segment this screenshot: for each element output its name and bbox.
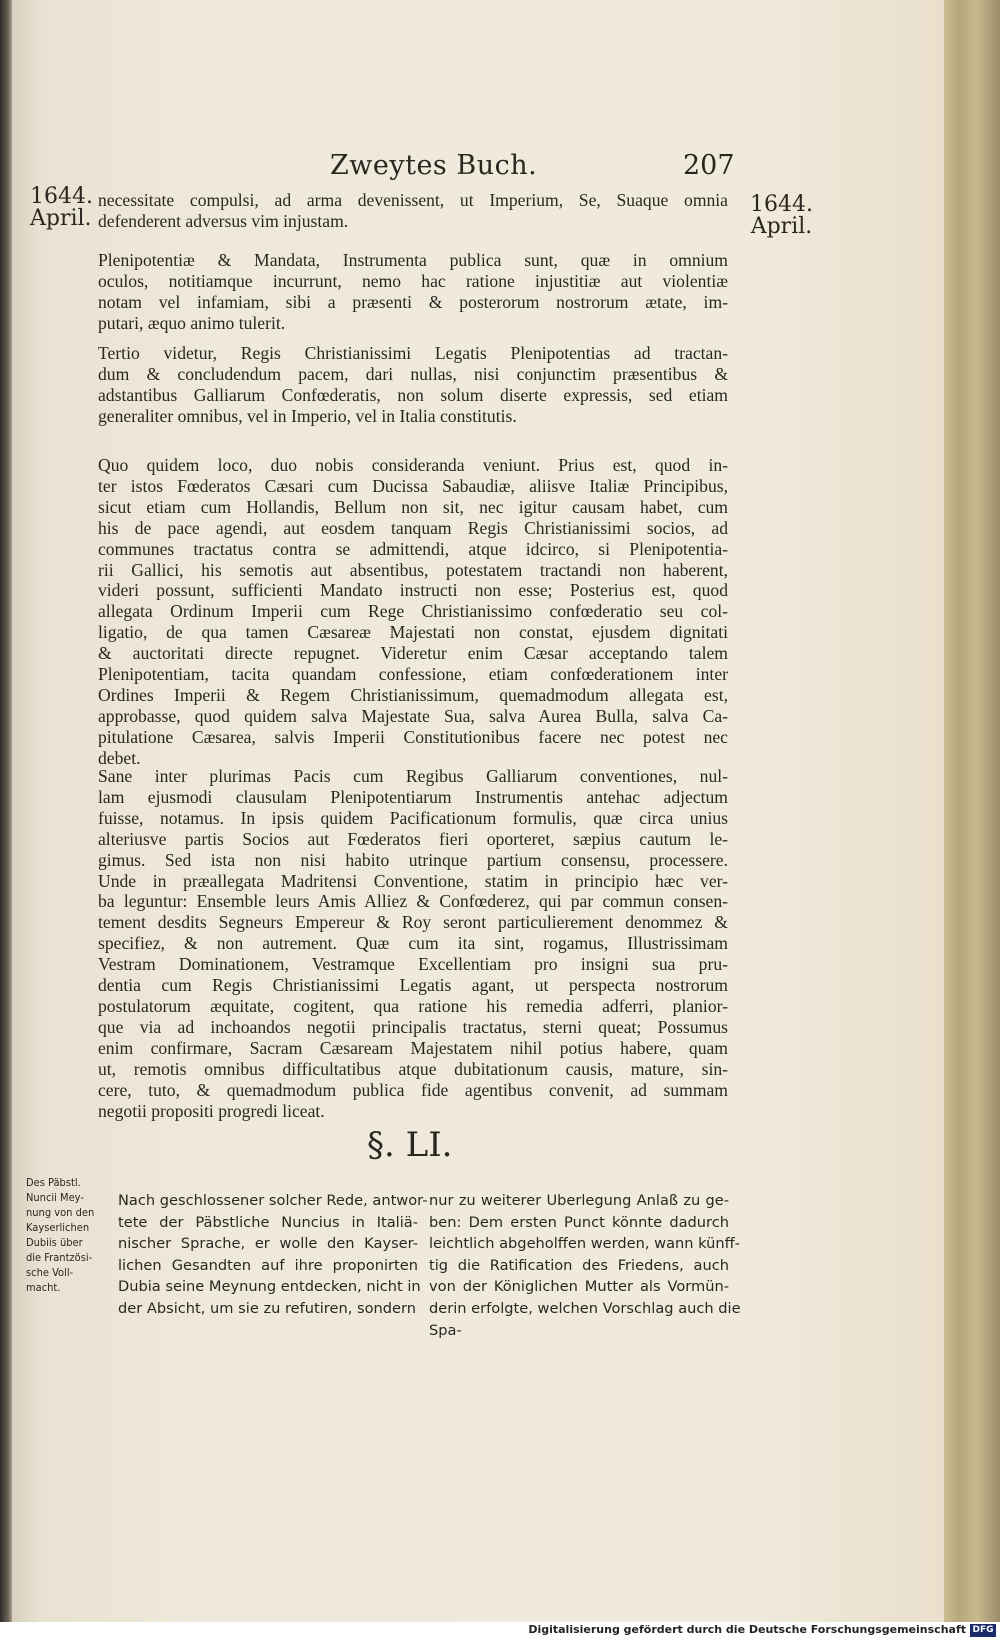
text-line: generaliter omnibus, vel in Imperio, vel in Italia constitutis. — [98, 405, 517, 426]
text-line: ter istos Fœderatos Cæsari cum Ducissa Sabaudiæ, aliisve Italiæ Principibus, — [98, 475, 728, 496]
footer-credit: Digitalisierung gefördert durch die Deutsche Forschungsgemeinschaft — [528, 1623, 966, 1636]
text-line: Dubia seine Meynung entdecken, nicht in — [118, 1278, 421, 1296]
digitization-footer — [0, 1622, 1000, 1640]
text-line: sche Voll- — [26, 1266, 74, 1279]
text-line: ben: Dem ersten Punct könnte dadurch — [429, 1213, 729, 1231]
left-margin-year: 1644. — [30, 184, 93, 209]
right-margin-year: 1644. — [750, 192, 813, 217]
text-line: derin erfolgte, welchen Vorschlag auch die — [429, 1299, 741, 1317]
text-line: ba leguntur: Ensemble leurs Amis Alliez & Confœderez, qui par commun consen- — [98, 891, 728, 912]
text-line: dum & concludendum pacem, dari nullas, nisi conjunctim præsentibus & — [98, 363, 728, 384]
text-line: specifiez, & non autrement. Quæ cum ita sint, rogamus, Illustrissimam — [98, 933, 728, 954]
marginal-note — [26, 1175, 106, 1295]
text-line: pitulatione Cæsarea, salvis Imperii Constitutionibus facere nec potest nec — [98, 726, 728, 747]
text-line: videri possunt, sufficienti Mandato instructi non esse; Posterius est, quod — [98, 580, 728, 601]
text-line: Kayserlichen — [26, 1221, 90, 1234]
text-line: gimus. Sed ista non nisi habito utrinque partium consensu, processere. — [98, 849, 728, 870]
text-line: communes tractatus contra se admittendi, atque idcirco, si Plenipotentia- — [98, 538, 728, 559]
page-number: 207 — [683, 150, 735, 181]
text-line: putari, æquo animo tulerit. — [98, 312, 286, 333]
text-line: allegata Ordinum Imperii cum Rege Christianissimo confœderatio seu col- — [98, 601, 728, 622]
text-line: ut, remotis omnibus difficultatibus atque dubitationum causis, mature, sin- — [98, 1058, 728, 1079]
text-line: tete der Päbstliche Nuncius in Italiä- — [118, 1213, 418, 1231]
text-line: der Absicht, um sie zu refutiren, sondern — [118, 1299, 417, 1317]
text-line: Unde in præallegata Madritensi Conventione, statim in principio hæc ver- — [98, 870, 728, 891]
text-line: nung von den — [26, 1206, 95, 1219]
text-line: Spa- — [429, 1321, 462, 1339]
text-line: cere, tuto, & quemadmodum publica fide agentibus convenit, ad summam — [98, 1079, 728, 1100]
text-line: fuisse, notamus. In ipsis quidem Pacificationum formulis, quæ circa unius — [98, 807, 728, 828]
paragraph-quo-quidem — [98, 455, 728, 769]
text-line: die Frantzösi- — [26, 1251, 93, 1264]
right-margin-date — [750, 194, 813, 238]
left-margin-date — [30, 186, 93, 230]
text-line: ligatio, de qua tamen Cæsareæ Majestati non constat, ejusdem dignitati — [98, 622, 728, 643]
paragraph-sane-inter — [98, 766, 728, 1121]
text-line: Vestram Dominationem, Vestramque Excellentiam pro insigni sua pru- — [98, 954, 728, 975]
text-line: nischer Sprache, er wolle den Kayser- — [118, 1235, 418, 1253]
text-line: Nuncii Mey- — [26, 1191, 84, 1204]
running-head-title: Zweytes Buch. — [330, 150, 538, 181]
text-line: Plenipotentiæ & Mandata, Instrumenta publica sunt, quæ in omnium — [98, 250, 728, 270]
text-line: von der Königlichen Mutter als Vormün- — [429, 1278, 729, 1296]
left-margin-month: April. — [30, 206, 92, 231]
right-margin-month: April. — [750, 214, 813, 239]
text-line: oculos, notitiamque incurrunt, nemo hac ratione injustitiæ aut violentiæ — [98, 270, 728, 291]
text-line: sicut etiam cum Hollandis, Bellum non sit, nec igitur causam habet, cum — [98, 496, 728, 517]
text-line: Des Päbstl. — [26, 1176, 81, 1189]
text-line: Tertio videtur, Regis Christianissimi Legatis Plenipotentias ad tractan- — [98, 343, 728, 363]
paragraph-plenipotentiae — [98, 250, 728, 334]
paragraph-tertio — [98, 343, 728, 427]
text-line: defenderent adversus vim injustam. — [98, 210, 349, 231]
text-line: leichtlich abgeholffen werden, wann künff- — [429, 1235, 740, 1253]
text-line: his de pace agendi, aut eosdem tanquam Regis Christianissimi socios, ad — [98, 517, 728, 538]
german-column-left — [118, 1190, 428, 1320]
text-line: tement desdits Segneurs Empereur & Roy seront particulierement denommez & — [98, 912, 728, 933]
text-line: Nach geschlossener solcher Rede, antwor- — [118, 1192, 428, 1209]
german-column-right — [429, 1190, 741, 1341]
text-line: Quo quidem loco, duo nobis consideranda veniunt. Prius est, quod in- — [98, 455, 728, 475]
dfg-logo: DFG — [970, 1624, 996, 1637]
text-line: que via ad inchoandos negotii principalis tractatus, sterni queat; Possumus — [98, 1016, 728, 1037]
text-line: & auctoritati directe repugnet. Videretur enim Cæsar acceptando talem — [98, 643, 728, 664]
text-line: rii Gallici, his semotis aut absentibus, potestatem tractandi non haberent, — [98, 559, 728, 580]
text-line: tig die Ratification des Friedens, auch — [429, 1256, 729, 1274]
text-line: nur zu weiterer Uberlegung Anlaß zu ge- — [429, 1192, 729, 1209]
text-line: debet. — [98, 747, 141, 768]
text-line: lam ejusmodi clausulam Plenipotentiarum Instrumentis antehac adjectum — [98, 786, 728, 807]
text-line: approbasse, quod quidem salva Majestate Sua, salva Aurea Bulla, salva Ca- — [98, 705, 728, 726]
section-heading: §. LI. — [367, 1125, 453, 1165]
text-line: postulatorum æquitate, cogitent, qua ratione his remedia adferri, planior- — [98, 995, 728, 1016]
book-page — [12, 0, 944, 1622]
book-page-edges — [942, 0, 1000, 1640]
text-line: Plenipotentiam, tacita quandam confessione, etiam confœderationem inter — [98, 664, 728, 685]
text-line: adstantibus Galliarum Confœderatis, non solum diserte expressis, sed etiam — [98, 384, 728, 405]
text-line: Sane inter plurimas Pacis cum Regibus Galliarum conventiones, nul- — [98, 766, 728, 786]
text-line: lichen Gesandten auf ihre proponirten — [118, 1256, 418, 1274]
text-line: Dubiis über — [26, 1236, 83, 1249]
text-line: notam vel infamiam, sibi a præsenti & posterorum nostrorum ætate, im- — [98, 291, 728, 312]
text-line: Ordines Imperii & Regem Christianissimum, quemadmodum allegata est, — [98, 684, 728, 705]
paragraph-continuation — [98, 190, 728, 232]
text-line: negotii propositi progredi liceat. — [98, 1100, 325, 1121]
text-line: alteriusve partis Socios aut Fœderatos fieri oporteret, sæpius cautum le- — [98, 828, 728, 849]
text-line: enim confirmare, Sacram Cæsaream Majestatem nihil potius habere, quam — [98, 1037, 728, 1058]
text-line: dentia cum Regis Christianissimi Legatis agant, ut perspecta nostrorum — [98, 975, 728, 996]
text-line: necessitate compulsi, ad arma devenissent, ut Imperium, Se, Suaque omnia — [98, 190, 728, 210]
text-line: macht. — [26, 1281, 61, 1294]
